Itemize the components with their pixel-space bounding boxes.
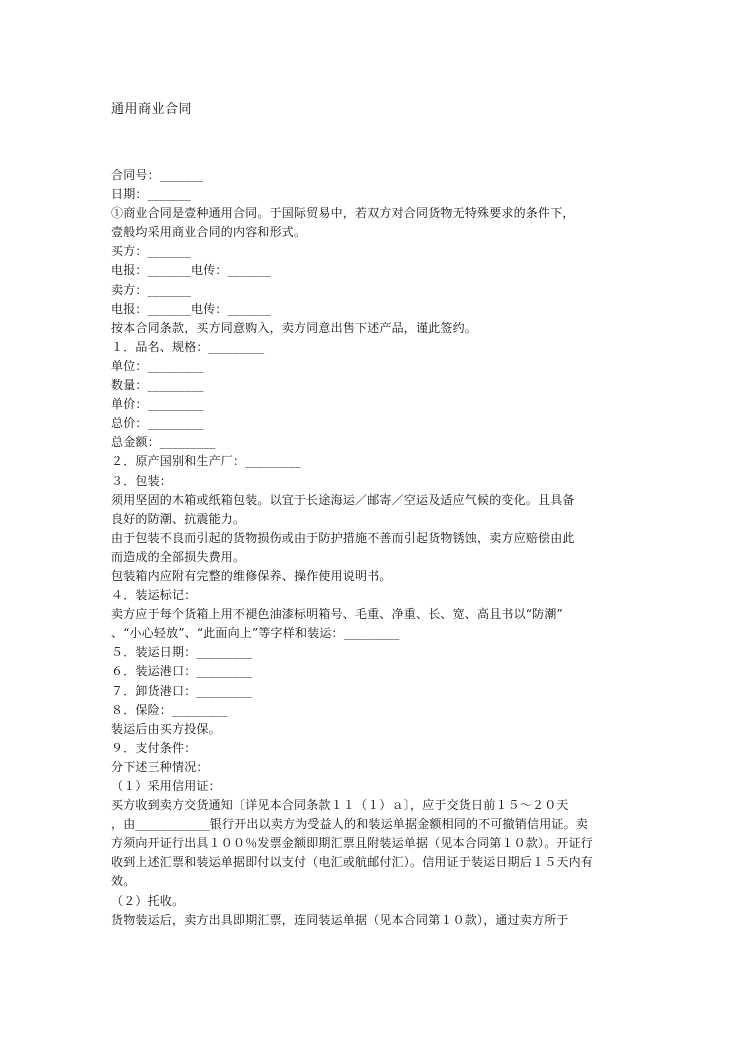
- text-line: ２．原产国别和生产厂：_________: [111, 454, 302, 469]
- text-line: 电报：_______电传：_______: [111, 263, 272, 278]
- text-line: 买方收到卖方交货通知〔详见本合同条款１１（１）ａ〕，应于交货日前１５～２０天: [111, 798, 569, 813]
- text-line: 须用坚固的木箱或纸箱包装。以宜于长途海运／邮寄／空运及适应气候的变化。且具备: [111, 492, 575, 507]
- text-line: １．品名、规格：_________: [111, 339, 265, 354]
- text-line: 卖方应于每个货箱上用不褪色油漆标明箱号、毛重、净重、长、宽、高且书以“防潮”: [111, 607, 563, 622]
- text-line: ７．卸货港口：_________: [111, 683, 253, 698]
- text-line: 方须向开证行出具１００％发票金额即期汇票且附装运单据（见本合同第１０款）。开证行: [111, 836, 594, 851]
- text-line: 收到上述汇票和装运单据即付以支付（电汇或航邮付汇）。信用证于装运日期后１５天内有: [111, 855, 594, 870]
- text-line: 总价：_________: [111, 416, 204, 431]
- text-line: 日期：_______: [111, 187, 192, 202]
- text-line: ①商业合同是壹种通用合同。于国际贸易中，若双方对合同货物无特殊要求的条件下，: [111, 206, 575, 221]
- text-line: 单位：_________: [111, 358, 204, 373]
- text-line: 总金额：_________: [111, 435, 216, 450]
- document-body: [111, 166, 636, 930]
- text-line: 数量：_________: [111, 378, 204, 393]
- text-line: （１）采用信用证：: [111, 779, 221, 793]
- text-line: 良好的防潮、抗震能力。: [111, 511, 246, 526]
- text-line: 效。: [111, 874, 136, 889]
- text-line: 按本合同条款，买方同意购入，卖方同意出售下述产品，谨此签约。: [111, 320, 478, 335]
- text-line: 包装箱内应附有完整的维修保养、操作使用说明书。: [111, 568, 392, 583]
- text-line: 电报：_______电传：_______: [111, 301, 272, 316]
- text-line: 装运后由买方投保。: [111, 721, 221, 736]
- text-line: 卖方：_______: [111, 282, 192, 297]
- text-line: 合同号：_______: [111, 168, 204, 182]
- text-line: ５．装运日期：_________: [111, 645, 253, 660]
- text-line: 由于包装不良而引起的货物损伤或由于防护措施不善而引起货物锈蚀，卖方应赔偿由此: [111, 530, 575, 545]
- text-line: 买方：_______: [111, 244, 192, 259]
- text-line: 单价：_________: [111, 397, 204, 412]
- text-line: 壹般均采用商业合同的内容和形式。: [111, 225, 307, 240]
- text-line: ６．装运港口：_________: [111, 664, 253, 679]
- text-line: 分下述三种情况：: [111, 759, 209, 774]
- text-line: ，由____________银行开出以卖方为受益人的和装运单据金额相同的不可撤销信用证。卖: [111, 817, 589, 832]
- text-line: （２）托收。: [111, 893, 185, 908]
- text-line: ３．包装：: [111, 473, 173, 488]
- text-line: ８．保险：_________: [111, 702, 228, 717]
- document-title: 通用商业合同: [111, 102, 193, 117]
- text-line: 、“小心轻放”、“此面向上”等字样和装运：_________: [111, 626, 400, 641]
- text-line: ９．支付条件：: [111, 740, 197, 755]
- text-line: 货物装运后，卖方出具即期汇票，连同装运单据（见本合同第１０款），通过卖方所于: [111, 912, 569, 927]
- text-line: 而造成的全部损失费用。: [111, 549, 246, 564]
- text-line: ４．装运标记：: [111, 588, 197, 603]
